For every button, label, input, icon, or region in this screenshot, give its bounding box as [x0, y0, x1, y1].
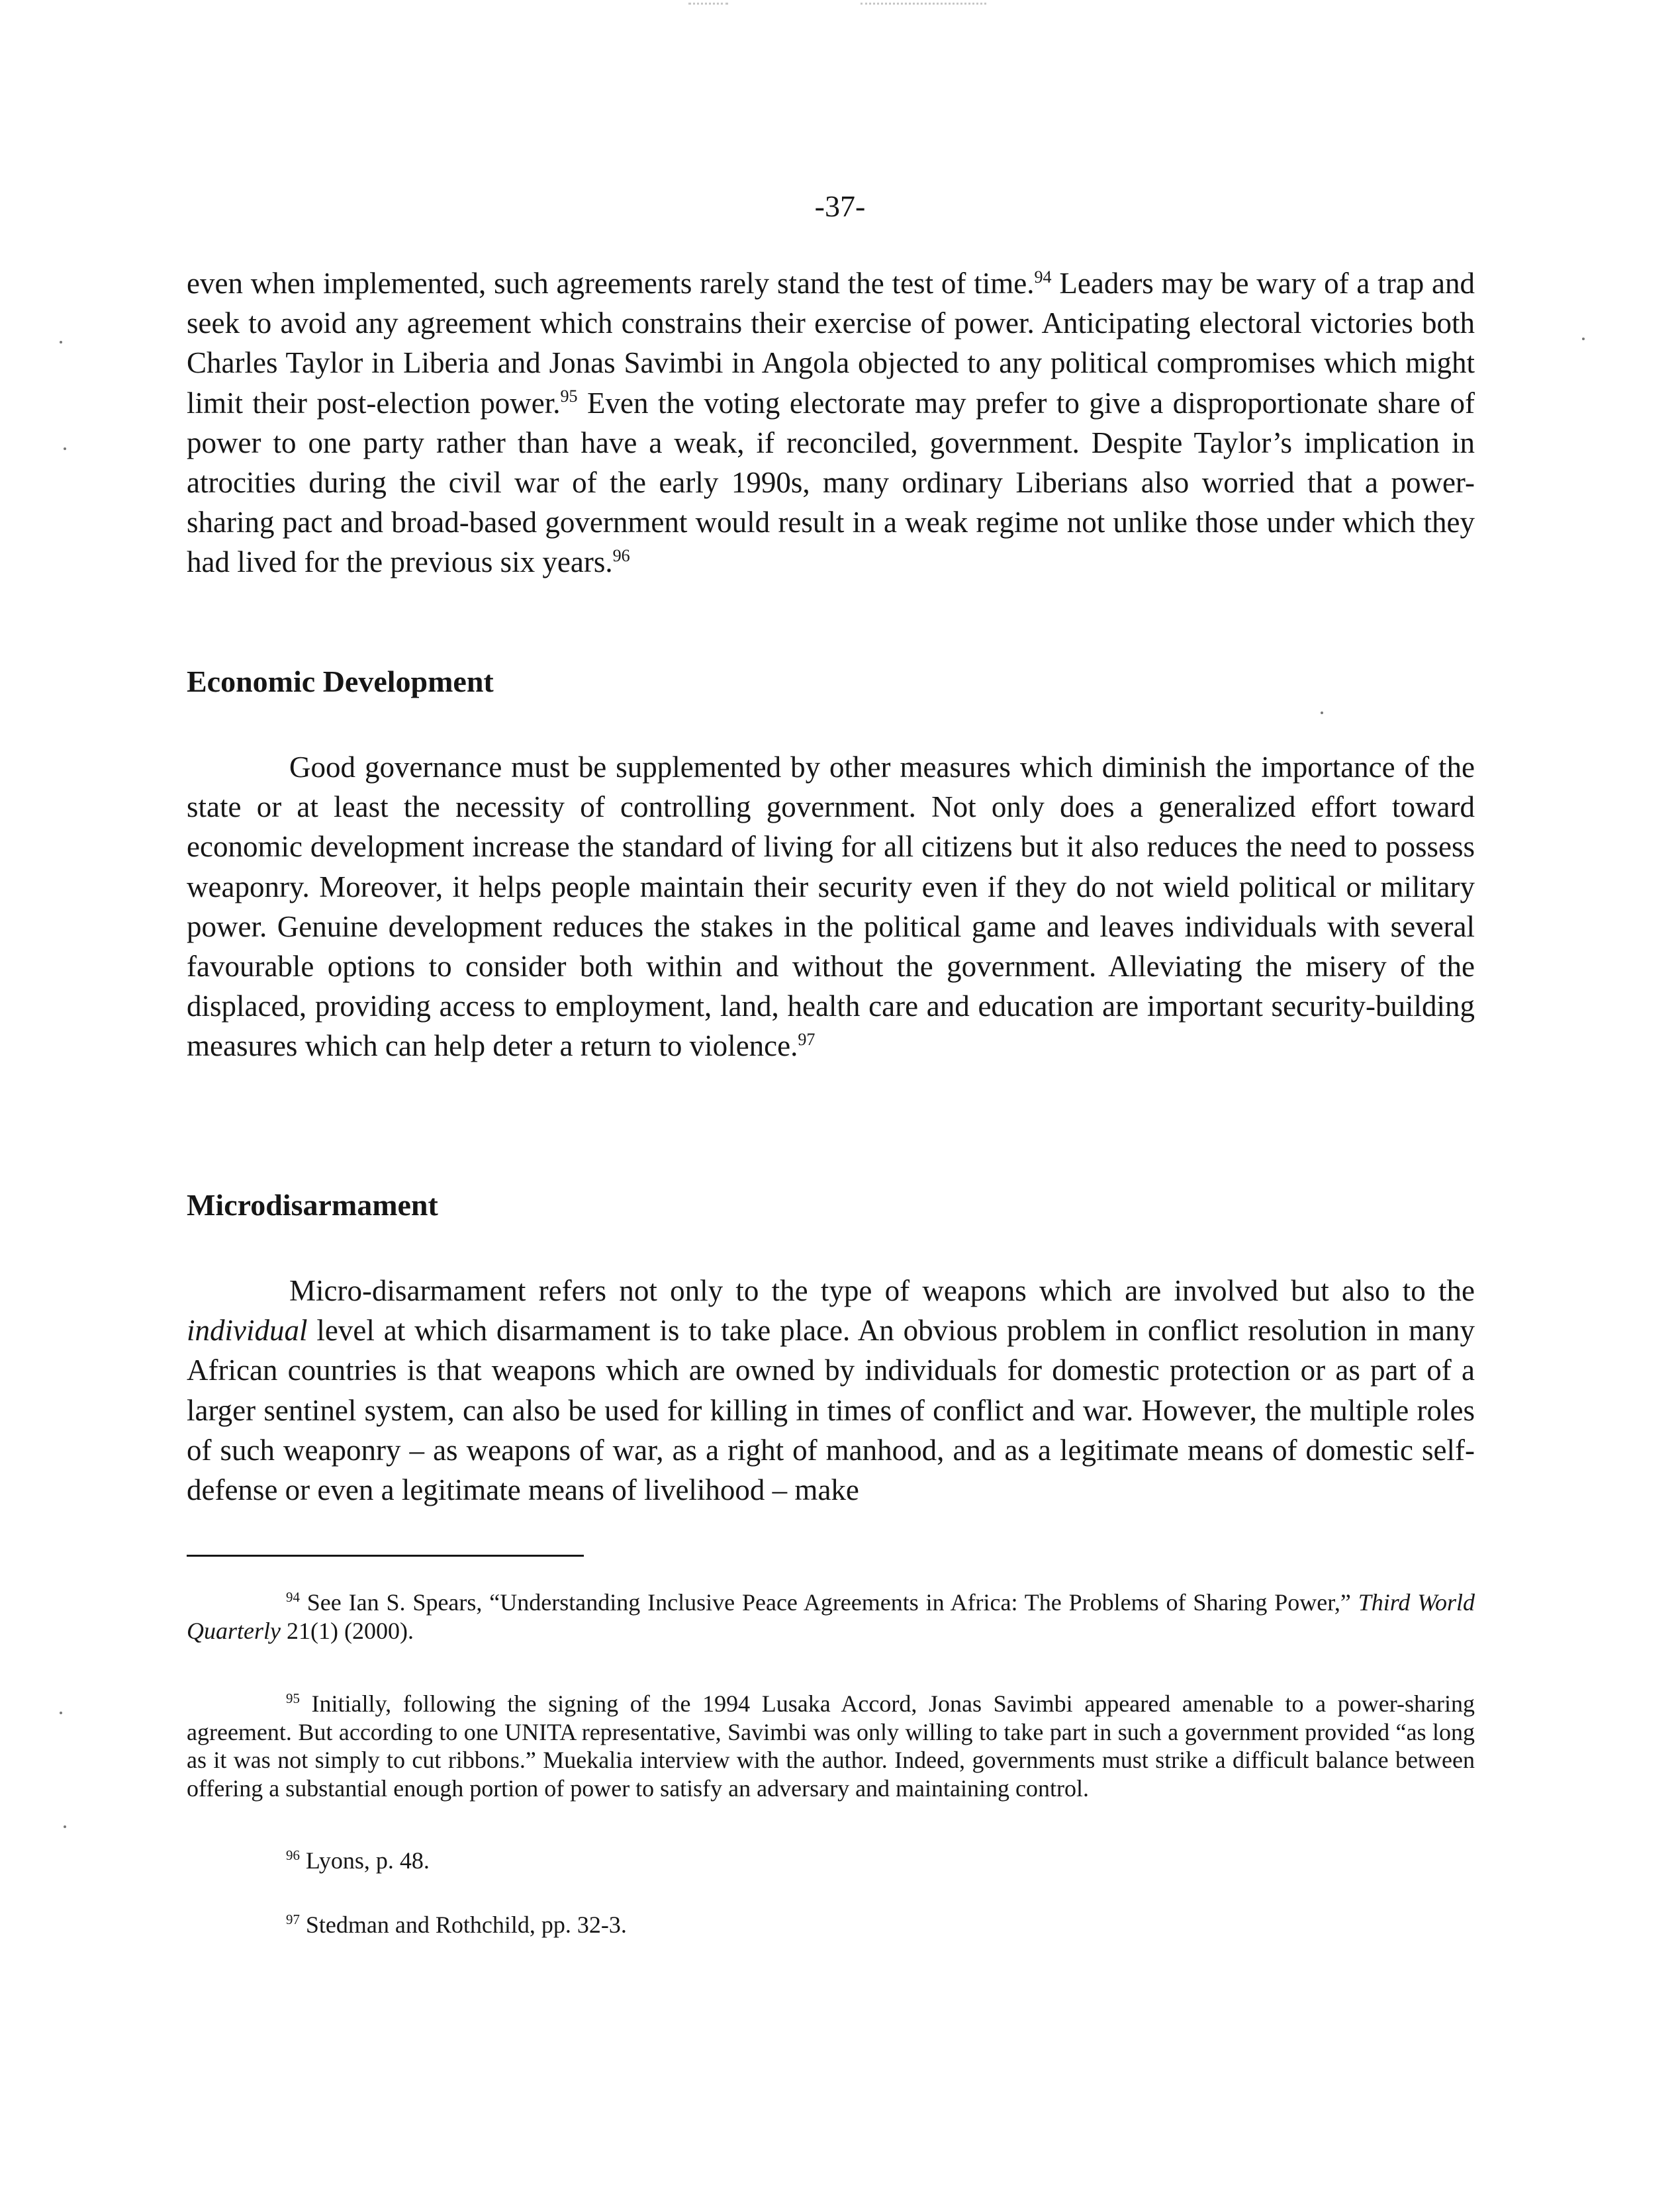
footnote-96: [187, 1847, 1475, 1875]
text-run: Good governance must be supplemented by other measures which diminish the importance of the state or at least the necessity of controlling government. Not only does a generalized effort toward economic development increase the standard of living for all citizens but it also reduces the need to possess weaponry. Moreover, it helps people maintain their security even if they do not wield political or military power. Genuine development reduces the stakes in the political game and leaves individuals with several favourable options to consider both within and without the government. Alleviating the misery of the displaced, providing access to employment, land, health care and education are important security-building measures which can help deter a return to violence.: [187, 751, 1475, 1063]
footnote-ref-95: 95: [560, 387, 578, 406]
footnote-number: 94: [286, 1589, 300, 1606]
footnote-text: Stedman and Rothchild, pp. 32-3.: [299, 1911, 627, 1938]
heading-microdisarmament: Microdisarmament: [187, 1188, 438, 1222]
scan-speck: [64, 1825, 66, 1828]
paragraph-microdisarmament: [187, 1271, 1475, 1510]
footnote-text: See Ian S. Spears, “Understanding Inclusive Peace Agreements in Africa: The Problems of Sharing Power,”: [299, 1589, 1358, 1616]
footnote-number: 97: [286, 1911, 300, 1928]
footnote-text: 21(1) (2000).: [280, 1617, 414, 1644]
footnote-ref-94: 94: [1034, 267, 1052, 287]
footnote-94: [187, 1588, 1475, 1645]
footnote-ref-96: 96: [612, 546, 630, 566]
text-run: Leaders may be wary of a trap and seek to avoid any agreement which constrains their exercise of power. Anticipating electoral victories both Charles Taylor in Liberia and Jonas Savimbi in Angola objected to any political compromises which might limit their post-election power.: [187, 267, 1475, 420]
footnote-number: 95: [286, 1690, 300, 1707]
heading-economic-development: Economic Development: [187, 665, 494, 698]
scan-speck: [60, 341, 62, 344]
footnote-95: [187, 1690, 1475, 1802]
text-run: Micro-disarmament refers not only to the type of weapons which are involved but also to the: [289, 1274, 1475, 1307]
footnote-number: 96: [286, 1847, 300, 1864]
scan-speck: [60, 1712, 62, 1714]
scan-speck: [64, 447, 66, 450]
scan-smudge: [861, 3, 986, 24]
text-run: Even the voting electorate may prefer to give a disproportionate share of power to one party rather than have a weak, if reconciled, government. Despite Taylor’s implication in atrocities during the civil war of the early 1990s, many ordinary Liberians also worried that a power-sharing pact and broad-based government would result in a weak regime not unlike those under which they had lived for the previous six years.: [187, 386, 1475, 579]
paragraph-power-sharing: [187, 263, 1475, 582]
scan-smudge: [688, 3, 728, 24]
scan-speck: [1582, 338, 1585, 340]
paragraph-economic-development: [187, 747, 1475, 1066]
journal-title: Third World Quarterly: [187, 1589, 1475, 1644]
emphasis-individual: individual: [187, 1314, 308, 1348]
footnote-97: [187, 1911, 1475, 1939]
footnote-divider: [187, 1555, 584, 1557]
footnote-text: Lyons, p. 48.: [299, 1847, 430, 1874]
footnote-text: Initially, following the signing of the 1994 Lusaka Accord, Jonas Savimbi appeared amenable to a power-sharing agreement. But according to one UNITA representative, Savimbi was only willing to take part in such a government provided “as long as it was not simply to cut ribbons.” Muekalia interview with the author. Indeed, governments must strike a difficult balance between offering a substantial enough portion of power to satisfy an adversary and maintaining control.: [187, 1690, 1475, 1802]
text-run: even when implemented, such agreements rarely stand the test of time.: [187, 267, 1035, 300]
page-number: -37-: [814, 189, 866, 223]
scan-speck: [1321, 712, 1323, 714]
text-run: level at which disarmament is to take place. An obvious problem in conflict resolution in many African countries is that weapons which are owned by individuals for domestic protection or as part of a larger sentinel system, can also be used for killing in times of conflict and war. However, the multiple roles of such weaponry – as weapons of war, as a right of manhood, and as a legitimate means of domestic self-defense or even a legitimate means of livelihood – make: [187, 1314, 1475, 1507]
footnote-ref-97: 97: [798, 1030, 816, 1050]
